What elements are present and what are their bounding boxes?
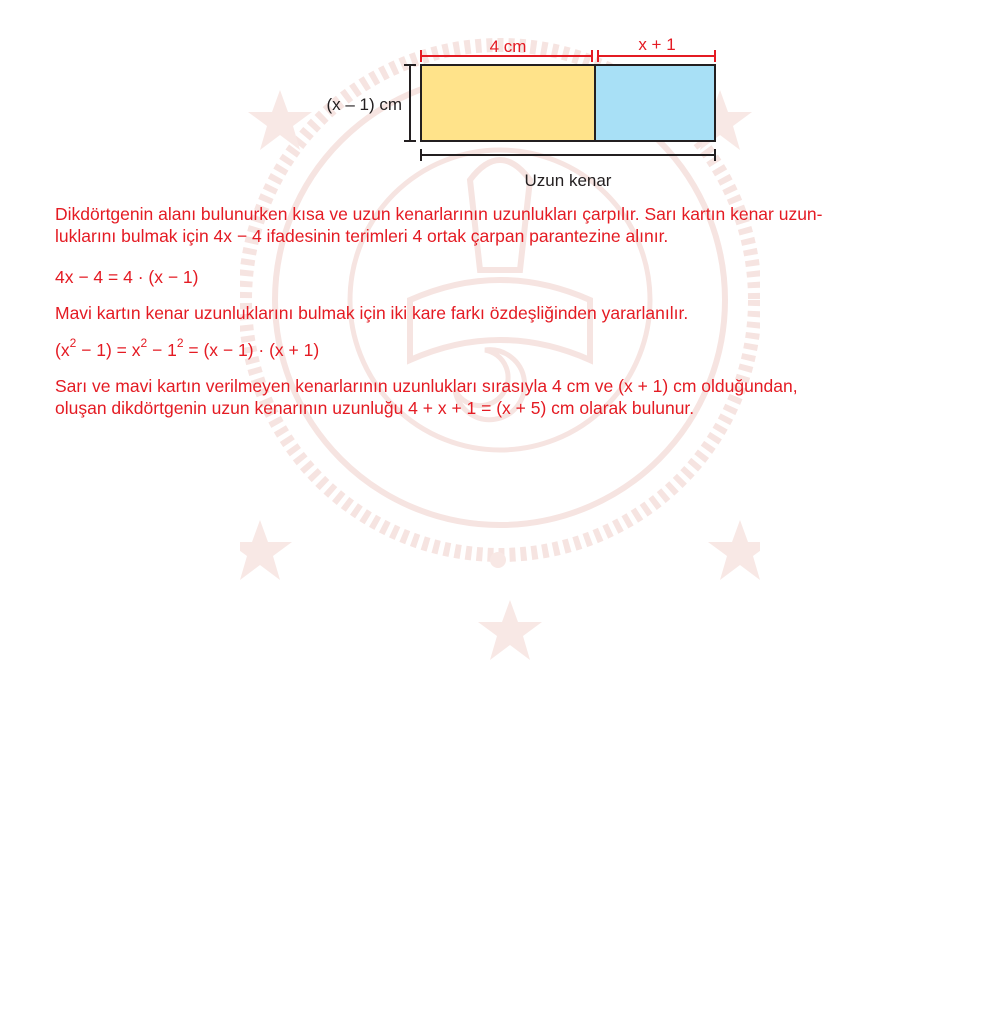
watermark-star-icon: [708, 520, 760, 580]
equation-part: − 1: [147, 340, 177, 360]
paragraph-line: Dikdörtgenin alanı bulunurken kısa ve uzun kenarlarının uzunlukları çarpılır. Sarı kartın kenar uzun-: [55, 204, 823, 224]
height-dimension: [404, 65, 416, 141]
watermark-star-icon: [478, 600, 542, 660]
equation-difference-of-squares: [55, 336, 320, 361]
equation-part: − 1) = x: [76, 340, 141, 360]
equation-exponent: 2: [140, 336, 148, 351]
rectangle-figure: [0, 0, 1004, 200]
top-width-right-label: x + 1: [638, 35, 676, 54]
watermark-dot: [490, 552, 506, 568]
equation-factorization: 4x − 4 = 4 · (x − 1): [55, 267, 199, 287]
paragraph-line: luklarını bulmak için 4x − 4 ifadesinin terimleri 4 ortak çarpan parantezine alınır.: [55, 226, 669, 246]
equation-exponent: 2: [176, 336, 184, 351]
paragraph-difference-of-squares: Mavi kartın kenar uzunluklarını bulmak için iki kare farkı özdeşliğinden yararlanılır.: [55, 303, 689, 323]
watermark-star-icon: [240, 520, 292, 580]
paragraph-line: Sarı ve mavi kartın verilmeyen kenarlarının uzunlukları sırasıyla 4 cm ve (x + 1) cm olduğundan,: [55, 376, 798, 396]
top-width-left-label: 4 cm: [489, 37, 527, 56]
paragraph-area-explanation: [55, 203, 975, 247]
paragraph-conclusion: [55, 375, 975, 419]
bottom-label: Uzun kenar: [524, 171, 612, 190]
bottom-dimension: [421, 149, 715, 161]
equation-part: (x: [55, 340, 70, 360]
blue-card: [595, 65, 715, 141]
height-label: (x – 1) cm: [326, 95, 402, 114]
yellow-card: [421, 65, 595, 141]
paragraph-line: oluşan dikdörtgenin uzun kenarının uzunluğu 4 + x + 1 = (x + 5) cm olarak bulunur.: [55, 398, 695, 418]
equation-part: = (x − 1) · (x + 1): [183, 340, 320, 360]
equation-exponent: 2: [69, 336, 77, 351]
